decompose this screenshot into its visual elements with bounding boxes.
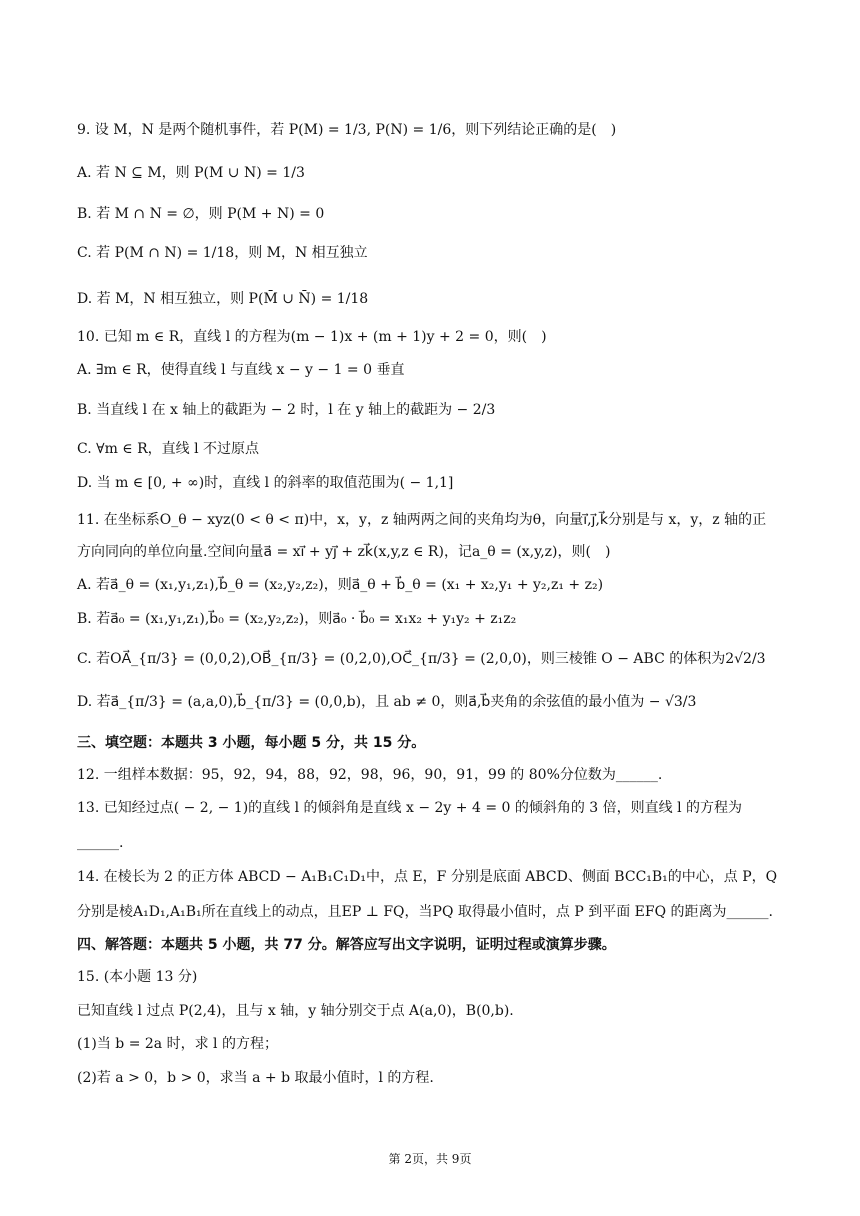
question-13-line-2: ______. — [77, 835, 124, 851]
question-14-line-1: 14. 在棱长为 2 的正方体 ABCD − A₁B₁C₁D₁中，点 E，F 分别是底面 ABCD、侧面 BCC₁B₁的中心，点 P，Q — [77, 869, 778, 885]
question-11-option-b: B. 若a⃗₀ = (x₁,y₁,z₁),b⃗₀ = (x₂,y₂,z₂)，则a⃗₀ · b⃗₀ = x₁x₂ + y₁y₂ + z₁z₂ — [77, 611, 517, 627]
page-footer: 第 2页，共 9页 — [388, 1152, 472, 1166]
question-10-option-b: B. 当直线 l 在 x 轴上的截距为 − 2 时，l 在 y 轴上的截距为 − 2/3 — [77, 402, 496, 418]
question-11-stem-line-2: 方向同向的单位向量.空间向量a⃗ = xi⃗ + yj⃗ + zk⃗(x,y,z ∈ R)，记a_θ = (x,y,z)，则( ) — [77, 544, 611, 560]
question-15-part-1: (1)当 b = 2a 时，求 l 的方程； — [77, 1036, 278, 1052]
question-11-option-d: D. 若a⃗_{π/3} = (a,a,0),b⃗_{π/3} = (0,0,b)，且 ab ≠ 0，则a⃗,b⃗夹角的余弦值的最小值为 − √3/3 — [77, 694, 697, 710]
section-4-heading: 四、解答题：本题共 5 小题，共 77 分。解答应写出文字说明，证明过程或演算步骤。 — [77, 937, 616, 953]
question-9-option-d: D. 若 M，N 相互独立，则 P(M̄ ∪ N̄) = 1/18 — [77, 291, 369, 307]
question-10-option-c: C. ∀m ∈ R，直线 l 不过原点 — [77, 441, 260, 457]
question-13-line-1: 13. 已知经过点( − 2, − 1)的直线 l 的倾斜角是直线 x − 2y + 4 = 0 的倾斜角的 3 倍，则直线 l 的方程为 — [77, 800, 743, 816]
question-9-option-c: C. 若 P(M ∩ N) = 1/18，则 M，N 相互独立 — [77, 245, 368, 261]
question-10-option-a: A. ∃m ∈ R，使得直线 l 与直线 x − y − 1 = 0 垂直 — [77, 362, 405, 378]
question-15-stem: 已知直线 l 过点 P(2,4)，且与 x 轴，y 轴分别交于点 A(a,0)，B(0,b). — [77, 1003, 514, 1019]
question-14-line-2: 分别是棱A₁D₁,A₁B₁所在直线上的动点，且EP ⊥ FQ，当PQ 取得最小值时，点 P 到平面 EFQ 的距离为______. — [77, 904, 773, 920]
question-11-option-c: C. 若OA⃗_{π/3} = (0,0,2),OB⃗_{π/3} = (0,2,0),OC⃗_{π/3} = (2,0,0)，则三棱锥 O − ABC 的体积为2√2/3 — [77, 651, 766, 667]
question-15-title: 15. (本小题 13 分) — [77, 969, 198, 985]
question-10-stem: 10. 已知 m ∈ R，直线 l 的方程为(m − 1)x + (m + 1)y + 2 = 0，则( ) — [77, 329, 547, 345]
question-9-option-b: B. 若 M ∩ N = ∅，则 P(M + N) = 0 — [77, 206, 325, 222]
section-3-heading: 三、填空题：本题共 3 小题，每小题 5 分，共 15 分。 — [77, 735, 426, 751]
question-10-option-d: D. 当 m ∈ [0, + ∞)时，直线 l 的斜率的取值范围为( − 1,1] — [77, 475, 454, 491]
question-15-part-2: (2)若 a > 0，b > 0，求当 a + b 取最小值时，l 的方程. — [77, 1070, 434, 1086]
question-11-stem-line-1: 11. 在坐标系O_θ − xyz(0 < θ < π)中，x，y，z 轴两两之间的夹角均为θ，向量i⃗,j⃗,k⃗分别是与 x，y，z 轴的正 — [77, 512, 767, 528]
question-9-stem: 9. 设 M，N 是两个随机事件，若 P(M) = 1/3, P(N) = 1/6，则下列结论正确的是( ) — [77, 122, 617, 138]
question-12: 12. 一组样本数据：95，92，94，88，92，98，96，90，91，99 的 80%分位数为______. — [77, 767, 663, 783]
question-9-option-a: A. 若 N ⊆ M，则 P(M ∪ N) = 1/3 — [77, 165, 305, 181]
question-11-option-a: A. 若a⃗_θ = (x₁,y₁,z₁),b⃗_θ = (x₂,y₂,z₂)，则a⃗_θ + b⃗_θ = (x₁ + x₂,y₁ + y₂,z₁ + z₂) — [77, 577, 604, 593]
